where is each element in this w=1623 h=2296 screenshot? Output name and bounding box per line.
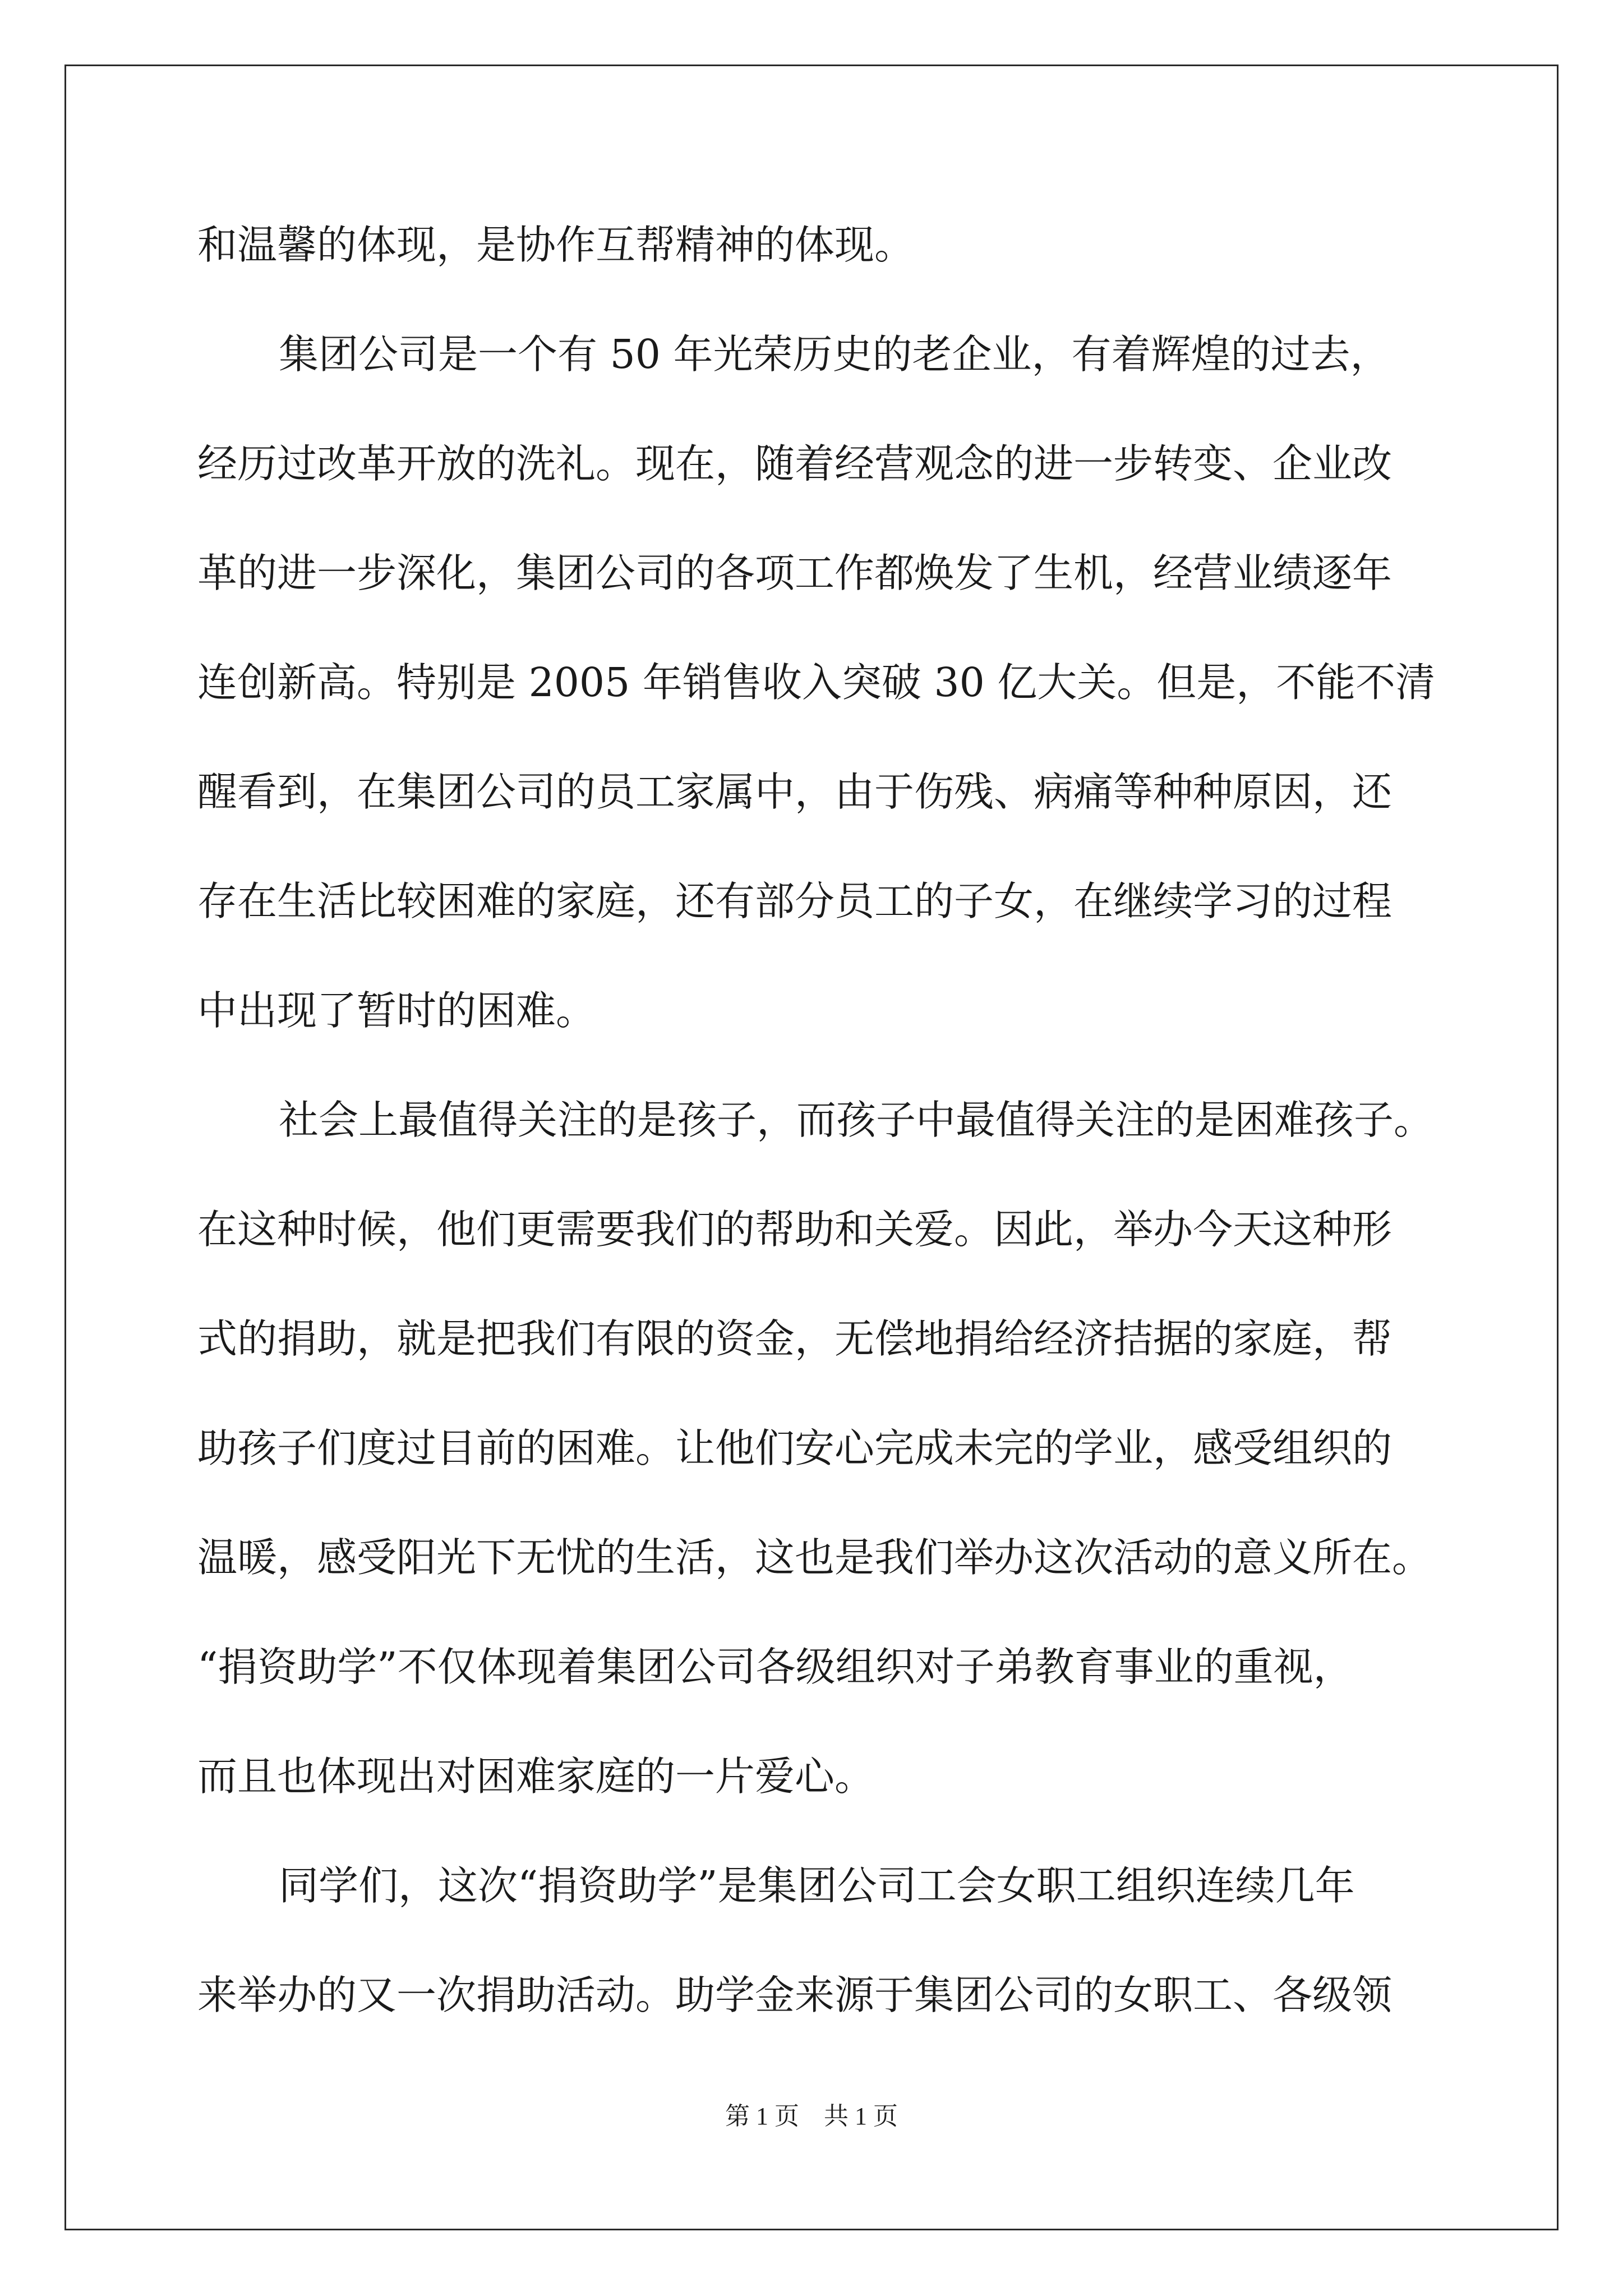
text-line: 醒看到，在集团公司的员工家属中，由于伤残、病痛等种种原因，还 — [197, 769, 1393, 815]
text-line: 社会上最值得关注的是孩子，而孩子中最值得关注的是困难孩子。 — [279, 1097, 1434, 1143]
text-line: 连创新高。特别是 2005 年销售收入突破 30 亿大关。但是，不能不清 — [197, 659, 1436, 706]
text-line: 助孩子们度过目前的困难。让他们安心完成未完的学业，感受组织的 — [197, 1425, 1393, 1471]
page-total: 共 1 页 — [824, 2102, 898, 2130]
text-line: “捐资助学”不仅体现着集团公司各级组织对子弟教育事业的重视， — [197, 1644, 1353, 1690]
text-line: 来举办的又一次捐助活动。助学金来源于集团公司的女职工、各级领 — [197, 1972, 1393, 2018]
text-line: 温暖，感受阳光下无忧的生活，这也是我们举办这次活动的意义所在。 — [197, 1534, 1432, 1581]
page-number: 第 1 页 — [725, 2102, 799, 2130]
text-line: 式的捐助，就是把我们有限的资金，无偿地捐给经济拮据的家庭，帮 — [197, 1315, 1393, 1362]
text-line: 和温馨的体现，是协作互帮精神的体现。 — [197, 222, 915, 268]
text-line: 集团公司是一个有 50 年光荣历史的老企业，有着辉煌的过去， — [279, 331, 1390, 378]
text-line: 而且也体现出对困难家庭的一片爱心。 — [197, 1753, 875, 1800]
text-line: 同学们，这次“捐资助学”是集团公司工会女职工组织连续几年 — [279, 1862, 1355, 1909]
text-line: 在这种时候，他们更需要我们的帮助和关爱。因此，举办今天这种形 — [197, 1206, 1393, 1253]
page-footer — [0, 2100, 1623, 2133]
text-line: 经历过改革开放的洗礼。现在，随着经营观念的进一步转变、企业改 — [197, 440, 1393, 487]
text-line: 存在生活比较困难的家庭，还有部分员工的子女，在继续学习的过程 — [197, 878, 1393, 924]
text-line: 革的进一步深化，集团公司的各项工作都焕发了生机，经营业绩逐年 — [197, 550, 1393, 596]
text-line: 中出现了暂时的困难。 — [197, 987, 596, 1034]
